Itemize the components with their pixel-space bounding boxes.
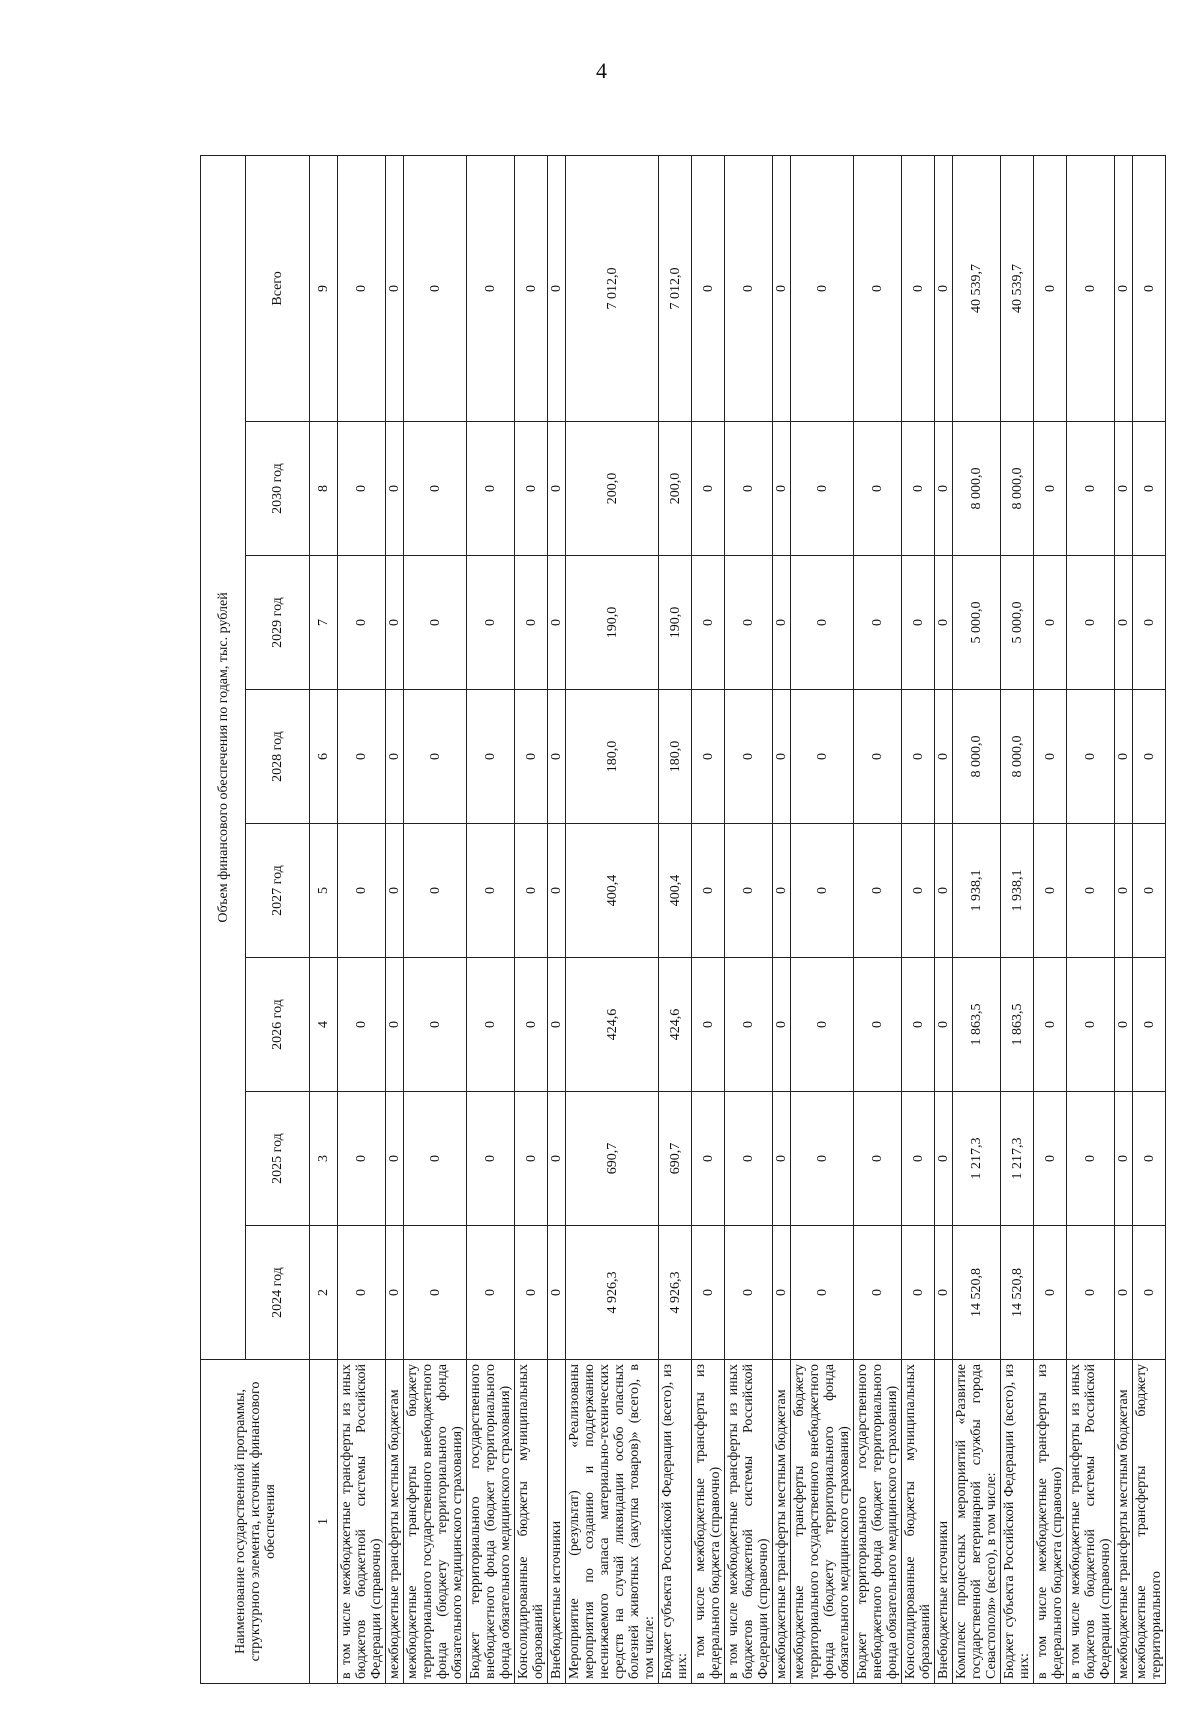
row-year-value: 0 <box>467 422 515 556</box>
row-year-value: 0 <box>692 1226 725 1360</box>
row-year-value: 0 <box>791 422 854 556</box>
row-year-value: 0 <box>791 556 854 690</box>
row-year-value: 0 <box>854 690 902 824</box>
row-year-value: 0 <box>791 958 854 1092</box>
row-year-value: 0 <box>902 556 935 690</box>
row-year-value: 0 <box>1034 556 1067 690</box>
rotated-table-container <box>200 156 1164 1684</box>
financing-table <box>200 155 1166 1684</box>
row-year-value: 424,6 <box>659 958 692 1092</box>
row-total-value: 0 <box>902 155 935 421</box>
header-group-title: Объем финансового обеспечения по годам, тыс. рублей <box>201 155 246 1359</box>
rotated-page-frame <box>200 156 1164 1684</box>
row-year-value: 0 <box>404 1092 467 1226</box>
row-year-value: 0 <box>404 422 467 556</box>
table-row <box>854 155 902 1683</box>
table-row <box>692 155 725 1683</box>
row-year-value: 400,4 <box>566 824 659 958</box>
row-total-value: 0 <box>791 155 854 421</box>
row-year-value: 0 <box>515 422 548 556</box>
table-row <box>515 155 548 1683</box>
row-year-value: 180,0 <box>566 690 659 824</box>
row-year-value: 0 <box>386 1226 404 1360</box>
row-year-value: 180,0 <box>659 690 692 824</box>
row-year-value: 0 <box>404 824 467 958</box>
row-total-value: 0 <box>467 155 515 421</box>
row-year-value: 0 <box>467 1092 515 1226</box>
row-label: в том числе межбюджетные трансферты из иных бюджетов бюджетной системы Российской Федерации (справочно) <box>338 1360 386 1684</box>
row-year-value: 0 <box>935 824 953 958</box>
table-row <box>902 155 935 1683</box>
header-column-numbers-row <box>310 155 338 1683</box>
row-year-value: 0 <box>1133 690 1166 824</box>
table-body <box>338 155 1166 1683</box>
row-year-value: 690,7 <box>659 1092 692 1226</box>
row-year-value: 0 <box>1034 422 1067 556</box>
row-year-value: 0 <box>548 422 566 556</box>
row-year-value: 0 <box>338 556 386 690</box>
row-year-value: 0 <box>854 556 902 690</box>
row-year-value: 0 <box>935 1092 953 1226</box>
row-year-value: 4 926,3 <box>659 1226 692 1360</box>
table-row <box>467 155 515 1683</box>
header-year: 2027 год <box>246 824 310 958</box>
row-label: Внебюджетные источники <box>548 1360 566 1684</box>
row-year-value: 0 <box>1034 824 1067 958</box>
row-year-value: 0 <box>773 824 791 958</box>
row-label: Бюджет территориального государственного внебюджетного фонда (бюджет территориального фонда обязательного медицинского страхования) <box>467 1360 515 1684</box>
row-year-value: 190,0 <box>659 556 692 690</box>
row-year-value: 200,0 <box>659 422 692 556</box>
row-year-value: 190,0 <box>566 556 659 690</box>
table-row <box>1034 155 1067 1683</box>
header-year: 2030 год <box>246 422 310 556</box>
row-label: в том числе межбюджетные трансферты из иных бюджетов бюджетной системы Российской Федерации (справочно) <box>1067 1360 1115 1684</box>
row-year-value: 5 000,0 <box>953 556 1001 690</box>
row-year-value: 0 <box>1133 1092 1166 1226</box>
row-year-value: 0 <box>1133 556 1166 690</box>
row-label: Консолидированные бюджеты муниципальных образований <box>515 1360 548 1684</box>
header-column-number: 1 <box>310 1360 338 1684</box>
row-year-value: 0 <box>773 556 791 690</box>
row-total-value: 0 <box>548 155 566 421</box>
header-column-number: 5 <box>310 824 338 958</box>
header-year: 2029 год <box>246 556 310 690</box>
table-row <box>338 155 386 1683</box>
row-year-value: 0 <box>692 1092 725 1226</box>
row-year-value: 0 <box>548 1092 566 1226</box>
header-column-number: 7 <box>310 556 338 690</box>
row-year-value: 8 000,0 <box>1001 690 1034 824</box>
row-year-value: 0 <box>902 958 935 1092</box>
header-year: 2028 год <box>246 690 310 824</box>
row-year-value: 0 <box>791 824 854 958</box>
row-year-value: 0 <box>935 556 953 690</box>
row-year-value: 200,0 <box>566 422 659 556</box>
row-year-value: 0 <box>1067 1226 1115 1360</box>
row-label: Консолидированные бюджеты муниципальных образований <box>902 1360 935 1684</box>
row-year-value: 0 <box>338 958 386 1092</box>
table-row <box>1001 155 1034 1683</box>
header-column-number: 4 <box>310 958 338 1092</box>
table-row <box>953 155 1001 1683</box>
table-row <box>725 155 773 1683</box>
row-year-value: 0 <box>935 1226 953 1360</box>
row-label: Комплекс процессных мероприятий «Развитие государственной ветеринарной службы города Севастополя» (всего), в том числе: <box>953 1360 1001 1684</box>
row-year-value: 0 <box>725 556 773 690</box>
row-year-value: 0 <box>1133 958 1166 1092</box>
row-year-value: 0 <box>1067 1092 1115 1226</box>
row-year-value: 0 <box>404 556 467 690</box>
row-year-value: 424,6 <box>566 958 659 1092</box>
table-row <box>386 155 404 1683</box>
row-year-value: 0 <box>404 1226 467 1360</box>
row-year-value: 0 <box>902 1092 935 1226</box>
table-row <box>548 155 566 1683</box>
row-year-value: 0 <box>725 690 773 824</box>
row-year-value: 0 <box>935 690 953 824</box>
row-year-value: 0 <box>1034 958 1067 1092</box>
row-year-value: 0 <box>1115 824 1133 958</box>
row-year-value: 1 217,3 <box>1001 1092 1034 1226</box>
row-year-value: 0 <box>725 958 773 1092</box>
row-year-value: 0 <box>1133 422 1166 556</box>
row-year-value: 0 <box>1067 690 1115 824</box>
row-year-value: 0 <box>338 422 386 556</box>
row-year-value: 0 <box>548 690 566 824</box>
row-year-value: 0 <box>902 1226 935 1360</box>
row-year-value: 0 <box>791 1092 854 1226</box>
row-year-value: 0 <box>1067 824 1115 958</box>
row-year-value: 0 <box>1034 1092 1067 1226</box>
row-label: Бюджет субъекта Российской Федерации (всего), из них: <box>659 1360 692 1684</box>
row-year-value: 0 <box>854 824 902 958</box>
row-year-value: 0 <box>386 690 404 824</box>
row-year-value: 0 <box>404 690 467 824</box>
header-year: 2026 год <box>246 958 310 1092</box>
row-total-value: 40 539,7 <box>953 155 1001 421</box>
row-total-value: 0 <box>515 155 548 421</box>
table-row <box>659 155 692 1683</box>
row-total-value: 0 <box>1133 155 1166 421</box>
row-year-value: 0 <box>1133 824 1166 958</box>
row-year-value: 0 <box>548 556 566 690</box>
row-year-value: 0 <box>338 690 386 824</box>
header-total: Всего <box>246 155 310 421</box>
table-row <box>1067 155 1115 1683</box>
row-year-value: 8 000,0 <box>1001 422 1034 556</box>
row-year-value: 0 <box>338 824 386 958</box>
row-year-value: 4 926,3 <box>566 1226 659 1360</box>
row-year-value: 0 <box>725 824 773 958</box>
row-year-value: 5 000,0 <box>1001 556 1034 690</box>
row-year-value: 0 <box>692 422 725 556</box>
row-year-value: 1 217,3 <box>953 1092 1001 1226</box>
row-year-value: 0 <box>902 690 935 824</box>
table-row <box>566 155 659 1683</box>
row-year-value: 0 <box>773 422 791 556</box>
row-label: межбюджетные трансферты местным бюджетам <box>773 1360 791 1684</box>
row-year-value: 0 <box>1133 1226 1166 1360</box>
row-year-value: 0 <box>515 1226 548 1360</box>
row-label: межбюджетные трансферты бюджету территориального <box>1133 1360 1166 1684</box>
row-year-value: 8 000,0 <box>953 422 1001 556</box>
row-year-value: 0 <box>1115 556 1133 690</box>
header-year: 2024 год <box>246 1226 310 1360</box>
row-year-value: 0 <box>467 958 515 1092</box>
row-year-value: 0 <box>467 690 515 824</box>
row-year-value: 0 <box>1034 690 1067 824</box>
row-year-value: 0 <box>467 1226 515 1360</box>
row-year-value: 0 <box>515 958 548 1092</box>
header-year: 2025 год <box>246 1092 310 1226</box>
row-year-value: 0 <box>854 1226 902 1360</box>
row-label: межбюджетные трансферты бюджету территориального государственного внебюджетного фонда (бюджету территориального фонда обязательного медицинского страхования) <box>791 1360 854 1684</box>
row-year-value: 0 <box>1067 958 1115 1092</box>
row-year-value: 0 <box>902 824 935 958</box>
row-year-value: 690,7 <box>566 1092 659 1226</box>
row-year-value: 0 <box>386 958 404 1092</box>
row-year-value: 0 <box>1115 1092 1133 1226</box>
table-row <box>1133 155 1166 1683</box>
row-label: в том числе межбюджетные трансферты из федерального бюджета (справочно) <box>692 1360 725 1684</box>
row-year-value: 0 <box>692 824 725 958</box>
row-year-value: 0 <box>1115 958 1133 1092</box>
row-total-value: 0 <box>1067 155 1115 421</box>
row-year-value: 0 <box>902 422 935 556</box>
table-row <box>1115 155 1133 1683</box>
row-label: межбюджетные трансферты местным бюджетам <box>1115 1360 1133 1684</box>
header-column-number: 8 <box>310 422 338 556</box>
row-year-value: 0 <box>548 1226 566 1360</box>
table-row <box>773 155 791 1683</box>
row-year-value: 0 <box>386 556 404 690</box>
row-year-value: 0 <box>404 958 467 1092</box>
row-label: межбюджетные трансферты бюджету территориального государственного внебюджетного фонда (бюджету территориального фонда обязательного медицинского страхования) <box>404 1360 467 1684</box>
row-year-value: 0 <box>773 1092 791 1226</box>
row-label: межбюджетные трансферты местным бюджетам <box>386 1360 404 1684</box>
header-column-number: 9 <box>310 155 338 421</box>
row-year-value: 0 <box>692 556 725 690</box>
row-year-value: 0 <box>1115 1226 1133 1360</box>
row-year-value: 0 <box>854 1092 902 1226</box>
header-column-number: 3 <box>310 1092 338 1226</box>
row-total-value: 0 <box>338 155 386 421</box>
table-row <box>935 155 953 1683</box>
row-year-value: 0 <box>1067 556 1115 690</box>
row-year-value: 0 <box>725 1226 773 1360</box>
row-year-value: 0 <box>1115 690 1133 824</box>
row-label: Бюджет субъекта Российской Федерации (всего), из них: <box>1001 1360 1034 1684</box>
row-total-value: 0 <box>1034 155 1067 421</box>
row-total-value: 0 <box>404 155 467 421</box>
row-label: в том числе межбюджетные трансферты из федерального бюджета (справочно) <box>1034 1360 1067 1684</box>
row-year-value: 0 <box>1067 422 1115 556</box>
row-label: Бюджет территориального государственного внебюджетного фонда (бюджет территориального фонда обязательного медицинского страхования) <box>854 1360 902 1684</box>
row-year-value: 0 <box>725 422 773 556</box>
row-year-value: 0 <box>386 422 404 556</box>
row-year-value: 400,4 <box>659 824 692 958</box>
table-row <box>791 155 854 1683</box>
row-year-value: 0 <box>515 556 548 690</box>
row-year-value: 0 <box>338 1092 386 1226</box>
row-year-value: 0 <box>515 690 548 824</box>
row-total-value: 0 <box>854 155 902 421</box>
row-total-value: 0 <box>773 155 791 421</box>
row-total-value: 7 012,0 <box>659 155 692 421</box>
row-year-value: 0 <box>1115 422 1133 556</box>
page-number: 4 <box>596 58 607 83</box>
row-year-value: 14 520,8 <box>953 1226 1001 1360</box>
row-year-value: 0 <box>791 1226 854 1360</box>
row-year-value: 0 <box>773 1226 791 1360</box>
row-year-value: 1 863,5 <box>953 958 1001 1092</box>
row-year-value: 0 <box>854 958 902 1092</box>
header-column-number: 2 <box>310 1226 338 1360</box>
row-label: Мероприятие (результат) «Реализованы мероприятия по созданию и поддержанию неснижаемого запаса материально-технических средств на случай ликвидации особо опасных болезней животных (закупка товаров)» (всего), в том числе: <box>566 1360 659 1684</box>
row-total-value: 0 <box>935 155 953 421</box>
row-label: в том числе межбюджетные трансферты из иных бюджетов бюджетной системы Российской Федерации (справочно) <box>725 1360 773 1684</box>
row-year-value: 0 <box>515 1092 548 1226</box>
row-year-value: 0 <box>1034 1226 1067 1360</box>
row-year-value: 0 <box>338 1226 386 1360</box>
row-total-value: 0 <box>1115 155 1133 421</box>
row-total-value: 0 <box>725 155 773 421</box>
row-year-value: 0 <box>773 958 791 1092</box>
row-year-value: 0 <box>548 824 566 958</box>
row-year-value: 0 <box>935 958 953 1092</box>
row-year-value: 0 <box>935 422 953 556</box>
header-col1-title: Наименование государственной программы, структурного элемента, источник финансового обеспечения <box>201 1360 310 1684</box>
row-total-value: 40 539,7 <box>1001 155 1034 421</box>
row-year-value: 1 863,5 <box>1001 958 1034 1092</box>
row-total-value: 0 <box>692 155 725 421</box>
row-year-value: 0 <box>548 958 566 1092</box>
header-column-number: 6 <box>310 690 338 824</box>
row-year-value: 1 938,1 <box>1001 824 1034 958</box>
row-year-value: 8 000,0 <box>953 690 1001 824</box>
row-total-value: 7 012,0 <box>566 155 659 421</box>
row-year-value: 0 <box>386 824 404 958</box>
row-year-value: 0 <box>467 824 515 958</box>
row-year-value: 0 <box>854 422 902 556</box>
row-year-value: 1 938,1 <box>953 824 1001 958</box>
row-year-value: 0 <box>515 824 548 958</box>
row-year-value: 0 <box>725 1092 773 1226</box>
row-year-value: 0 <box>791 690 854 824</box>
table-row <box>404 155 467 1683</box>
row-label: Внебюджетные источники <box>935 1360 953 1684</box>
row-year-value: 0 <box>773 690 791 824</box>
row-year-value: 14 520,8 <box>1001 1226 1034 1360</box>
row-year-value: 0 <box>386 1092 404 1226</box>
row-year-value: 0 <box>467 556 515 690</box>
row-year-value: 0 <box>692 958 725 1092</box>
row-year-value: 0 <box>692 690 725 824</box>
row-total-value: 0 <box>386 155 404 421</box>
